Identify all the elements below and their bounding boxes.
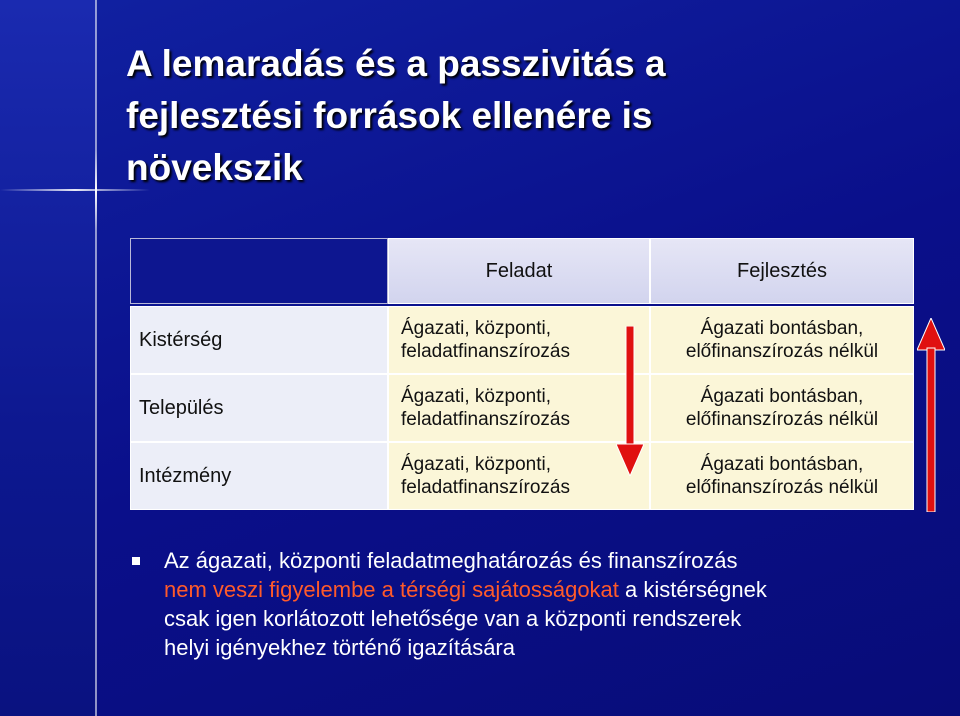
cell-line: feladatfinanszírozás <box>401 341 570 362</box>
cell-line: Ágazati bontásban, <box>700 386 864 407</box>
row-telepules-fejlesztes <box>650 374 914 442</box>
row-label-kisterseg: Kistérség <box>130 306 388 374</box>
cell-line: előfinanszírozás nélkül <box>685 341 879 362</box>
arrow-down-icon <box>616 326 644 476</box>
slide-title <box>126 38 926 194</box>
header-feladat: Feladat <box>388 238 650 304</box>
row-label-intezmeny: Intézmény <box>130 442 388 510</box>
row-label-telepules: Település <box>130 374 388 442</box>
cell-line: előfinanszírozás nélkül <box>685 409 879 430</box>
row-kisterseg-fejlesztes <box>650 306 914 374</box>
cell-line: feladatfinanszírozás <box>401 409 570 430</box>
bullet-text <box>164 546 924 662</box>
cell-line: Ágazati bontásban, <box>700 454 864 475</box>
cell-line: Ágazati, központi, <box>401 454 551 475</box>
bullet-line-2-rest: a kistérségnek <box>618 577 767 602</box>
background-left-panel <box>0 0 96 716</box>
table-corner-cell <box>130 238 388 304</box>
title-line-2: fejlesztési források ellenére is <box>126 95 653 136</box>
arrow-up-icon <box>917 318 945 512</box>
decorative-vertical-line <box>95 0 97 716</box>
decorative-vertical-flare <box>95 150 97 230</box>
row-kisterseg-feladat <box>388 306 650 374</box>
cell-line: előfinanszírozás nélkül <box>685 477 879 498</box>
bullet-line-2 <box>164 575 924 604</box>
row-telepules-feladat <box>388 374 650 442</box>
header-fejlesztes: Fejlesztés <box>650 238 914 304</box>
cell-line: Ágazati, központi, <box>401 318 551 339</box>
bullet-line-1: Az ágazati, központi feladatmeghatározás és finanszírozás <box>164 548 738 573</box>
title-line-3: növekszik <box>126 147 303 188</box>
bullet-highlight: nem veszi figyelembe a térségi sajátosságokat <box>164 577 619 602</box>
comparison-table <box>130 238 914 510</box>
row-intezmeny-fejlesztes <box>650 442 914 510</box>
cell-line: feladatfinanszírozás <box>401 477 570 498</box>
bullet-line-4: helyi igényekhez történő igazítására <box>164 635 515 660</box>
bullet-line-3: csak igen korlátozott lehetősége van a központi rendszerek <box>164 606 742 631</box>
cell-line: Ágazati bontásban, <box>700 318 864 339</box>
title-line-1: A lemaradás és a passzivitás a <box>126 43 666 84</box>
bullet-square-icon <box>132 557 140 565</box>
row-intezmeny-feladat <box>388 442 650 510</box>
cell-line: Ágazati, központi, <box>401 386 551 407</box>
